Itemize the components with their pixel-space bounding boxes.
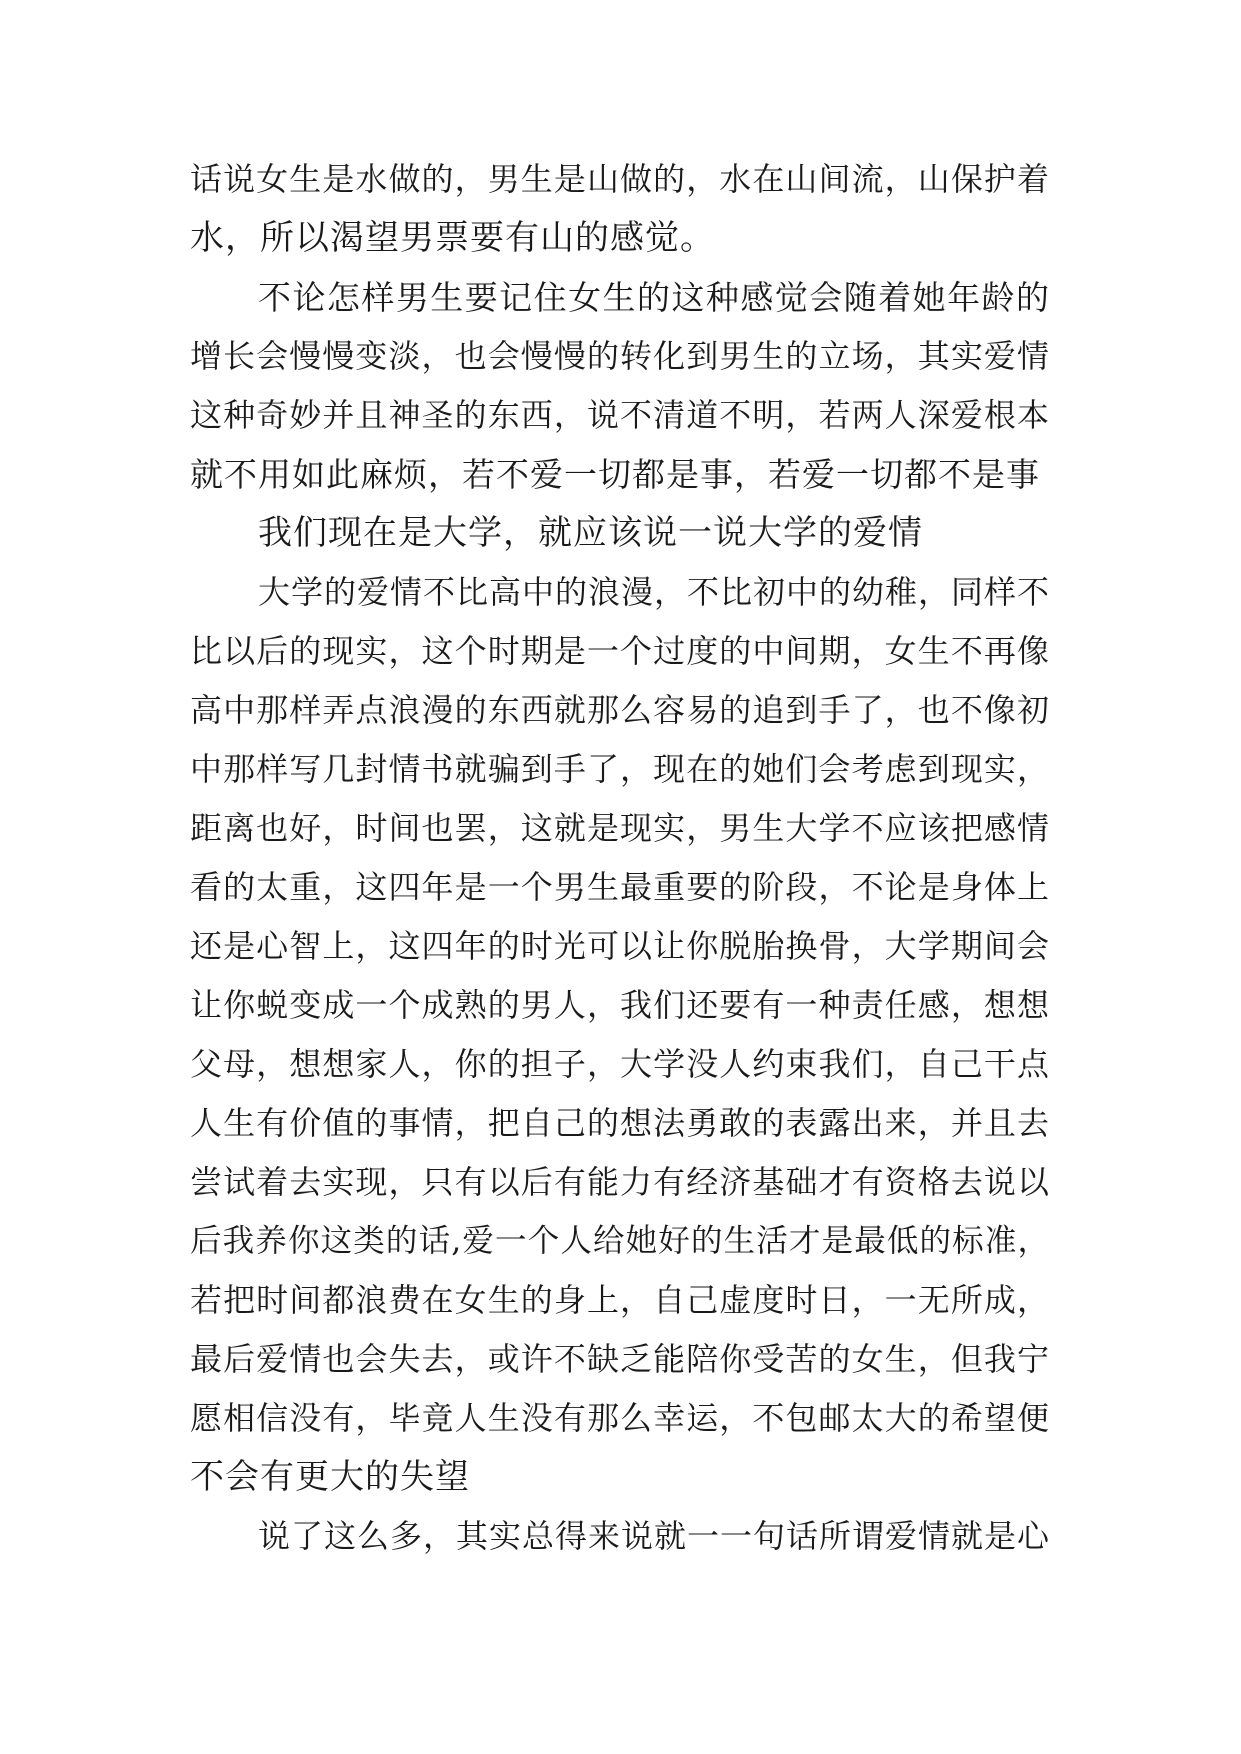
text-line: 增长会慢慢变淡，也会慢慢的转化到男生的立场，其实爱情 [190,337,1050,375]
text-line: 这种奇妙并且神圣的东西，说不清道不明，若两人深爱根本 [190,396,1050,434]
text-line: 愿相信没有，毕竟人生没有那么幸运，不包邮太大的希望便 [190,1399,1050,1437]
document-page [190,150,1050,1566]
paragraph [190,563,1050,1507]
text-line: 中那样写几封情书就骗到手了，现在的她们会考虑到现实， [190,750,1050,788]
text-line: 就不用如此麻烦，若不爱一切都是事，若爱一切都不是事 [190,455,1040,494]
text-line: 最后爱情也会失去，或许不缺乏能陪你受苦的女生，但我宁 [190,1340,1050,1378]
text-line: 比以后的现实，这个时期是一个过度的中间期，女生不再像 [190,632,1050,670]
text-line: 不论怎样男生要记住女生的这种感觉会随着她年龄的 [258,278,1050,317]
text-line: 高中那样弄点浪漫的东西就那么容易的追到手了，也不像初 [190,691,1050,729]
text-line: 人生有价值的事情，把自己的想法勇敢的表露出来，并且去 [190,1104,1050,1142]
text-line: 说了这么多，其实总得来说就一一句话所谓爱情就是心 [258,1517,1051,1555]
text-line: 若把时间都浪费在女生的身上，自己虚度时日，一无所成， [190,1281,1050,1319]
text-line: 不会有更大的失望 [190,1457,470,1497]
paragraph [190,1507,1050,1566]
paragraph [190,268,1050,504]
text-line: 看的太重，这四年是一个男生最重要的阶段，不论是身体上 [190,868,1050,906]
text-line: 水，所以渴望男票要有山的感觉。 [190,218,715,258]
text-line: 后我养你这类的话,爱一个人给她好的生活才是最低的标准， [190,1223,1050,1259]
text-line: 我们现在是大学，就应该说一说大学的爱情 [258,513,923,553]
text-line: 父母，想想家人，你的担子，大学没人约束我们，自己干点 [190,1045,1050,1083]
text-line: 让你蜕变成一个成熟的男人，我们还要有一种责任感，想想 [190,986,1050,1024]
text-line: 距离也好，时间也罢，这就是现实，男生大学不应该把感情 [190,809,1050,847]
text-line: 话说女生是水做的，男生是山做的，水在山间流，山保护着 [190,160,1050,198]
paragraph [190,504,1050,563]
text-line: 大学的爱情不比高中的浪漫，不比初中的幼稚，同样不 [258,573,1051,611]
text-line: 还是心智上，这四年的时光可以让你脱胎换骨，大学期间会 [190,927,1050,965]
text-line: 尝试着去实现，只有以后有能力有经济基础才有资格去说以 [190,1163,1050,1201]
paragraph [190,150,1050,268]
